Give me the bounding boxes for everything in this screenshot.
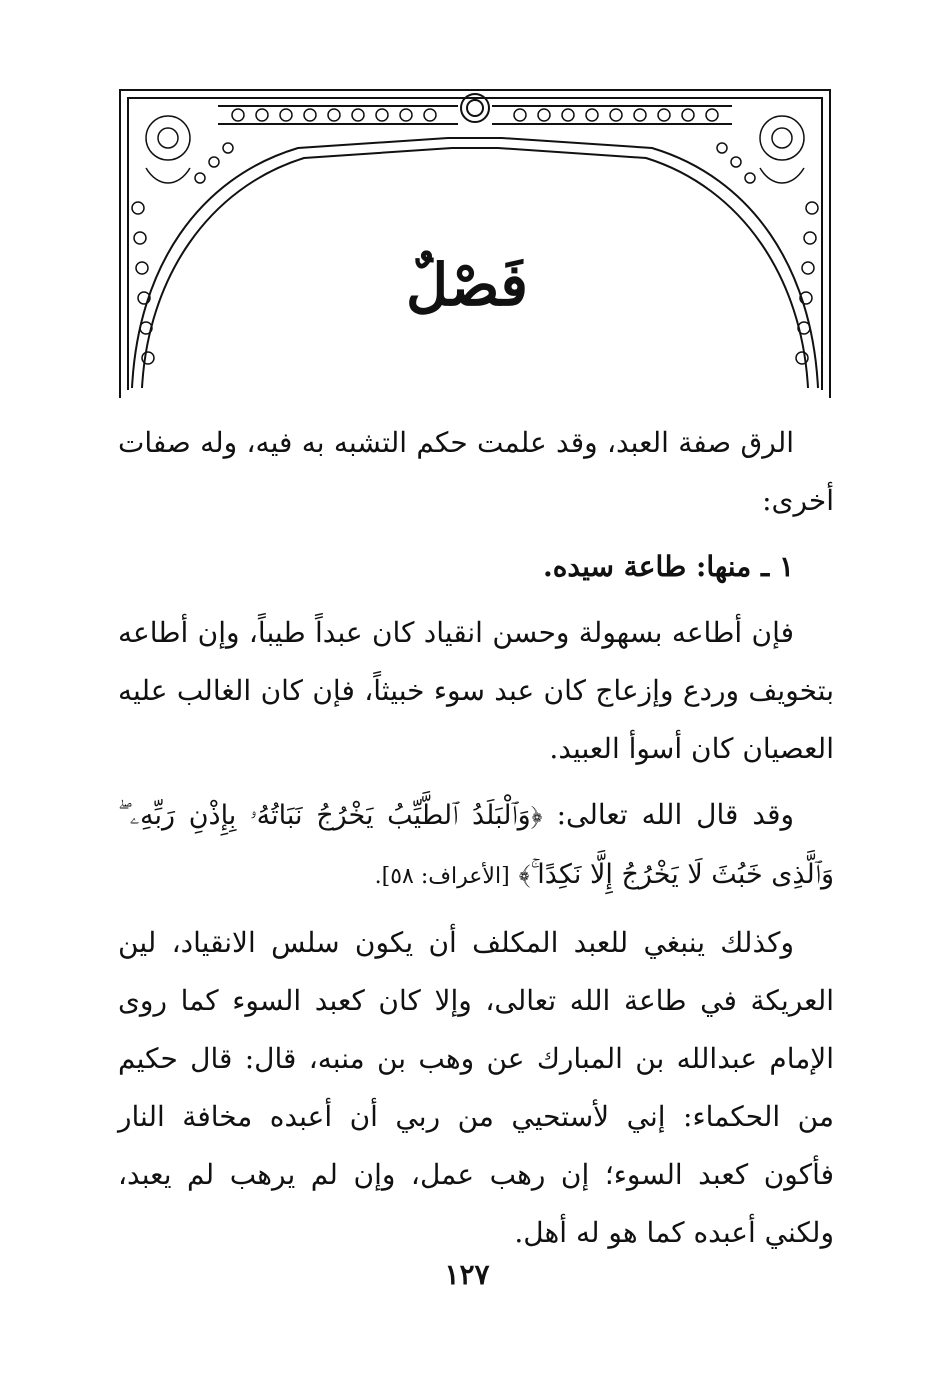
quran-verse: ﴿وَٱلْبَلَدُ ٱلطَّيِّبُ يَخْرُجُ نَبَاتُهُۥ بِإِذْنِ رَبِّهِۦ ۖ وَٱلَّذِى خَبُثَ لَا يَخْرُجُ إِلَّا نَكِدًا ۚ﴾ [118, 800, 834, 890]
section-heading: فَصْلٌ [406, 251, 528, 319]
paragraph: الرق صفة العبد، وقد علمت حكم التشبه به فيه، وله صفات أخرى: [118, 426, 834, 517]
paragraph: فإن أطاعه بسهولة وحسن انقياد كان عبداً طيباً، وإن أطاعه بتخويف وردع وإزعاج كان عبد سوء خبيثاً، فإن كان الغالب عليه العصيان كان أسوأ العبيد. [118, 616, 834, 765]
body-text [118, 414, 834, 1270]
page-number: ١٢٧ [444, 1258, 490, 1291]
paragraph: وكذلك ينبغي للعبد المكلف أن يكون سلس الانقياد، لين العريكة في طاعة الله تعالى، وإلا كان كعبد السوء كما روى الإمام عبدالله بن المبارك عن وهب بن منبه، قال: قال حكيم من الحكماء: إني لأستحيي من ربي أن أعبده مخافة النار فأكون كعبد السوء؛ إن رهب عمل، وإن لم يرهب لم يعبد، ولكني أعبده كما هو له أهل. [118, 926, 834, 1249]
verse-reference: [الأعراف: ٥٨]. [374, 864, 510, 889]
quote-intro: وقد قال الله تعالى: [556, 798, 794, 831]
quran-citation-paragraph [118, 786, 834, 906]
numbered-point: ١ ـ منها: طاعة سيده. [542, 550, 794, 583]
